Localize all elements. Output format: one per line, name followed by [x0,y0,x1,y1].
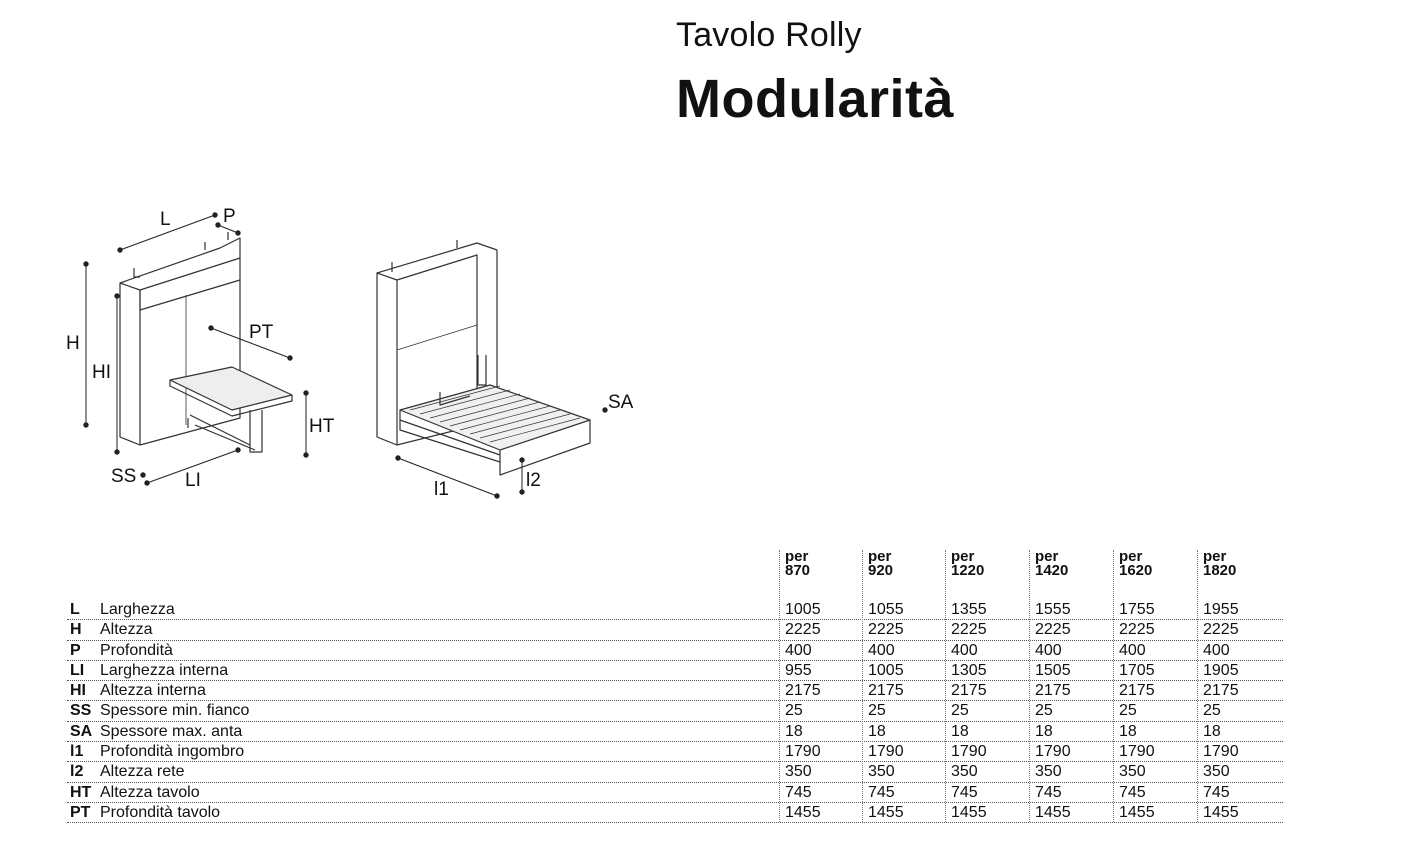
table-cell: 2175 [1035,682,1071,700]
table-row [67,641,1283,661]
dim-label-l2: l2 [526,470,541,491]
table-row [67,762,1283,782]
column-header-line2: 1220 [951,562,985,579]
column-divider [1113,550,1114,822]
row-label: Altezza rete [100,763,185,781]
row-code: l1 [70,743,84,761]
table-cell: 2175 [868,682,904,700]
dim-label-l1: l1 [434,479,449,500]
table-cell: 350 [1035,763,1062,781]
table-row [67,803,1283,823]
table-cell: 350 [1203,763,1230,781]
table-cell: 350 [785,763,812,781]
column-header [868,550,893,578]
column-divider [862,550,863,822]
column-header-line1: per [1203,548,1227,565]
table-cell: 1790 [868,743,904,761]
column-header [1203,550,1236,578]
spec-table [67,550,1283,823]
table-cell: 400 [1119,641,1146,659]
dim-label-SS: SS [111,466,137,487]
column-header-line2: 1420 [1035,562,1069,579]
table-cell: 18 [868,722,886,740]
table-cell: 25 [951,702,969,720]
table-cell: 2225 [785,621,821,639]
table-cell: 2175 [1203,682,1239,700]
dim-label-HT: HT [309,416,335,437]
table-cell: 400 [785,641,812,659]
table-cell: 1305 [951,661,987,679]
cabinet-with-bed-figure [377,240,590,475]
table-cell: 25 [1035,702,1053,720]
spec-table-header [67,550,1283,600]
column-header-line2: 920 [868,562,894,579]
table-cell: 1005 [785,601,821,618]
column-divider [779,550,780,822]
table-cell: 400 [1035,641,1062,659]
table-cell: 1455 [785,803,821,821]
table-cell: 745 [1119,783,1146,801]
table-cell: 400 [1203,641,1230,659]
row-label: Spessore max. anta [100,722,243,740]
table-row [67,620,1283,640]
dim-label-PT: PT [249,322,274,343]
table-cell: 2225 [868,621,904,639]
dim-label-H: H [66,333,80,354]
table-cell: 350 [868,763,895,781]
table-row [67,701,1283,721]
row-code: SA [70,722,93,740]
table-cell: 18 [785,722,803,740]
column-header-line1: per [1035,548,1059,565]
table-cell: 1455 [868,803,904,821]
column-header-line2: 870 [785,562,811,579]
table-cell: 1455 [951,803,987,821]
column-divider [945,550,946,822]
dim-label-P: P [223,206,236,227]
table-cell: 1705 [1119,661,1155,679]
table-cell: 2225 [1119,621,1155,639]
table-cell: 1790 [1035,743,1071,761]
column-header [951,550,984,578]
row-label: Larghezza [100,601,175,618]
table-cell: 745 [1203,783,1230,801]
table-cell: 2225 [1203,621,1239,639]
table-cell: 1790 [951,743,987,761]
table-cell: 1355 [951,601,987,618]
table-cell: 1755 [1119,601,1155,618]
table-cell: 25 [785,702,803,720]
table-cell: 2175 [951,682,987,700]
table-cell: 745 [785,783,812,801]
row-label: Altezza [100,621,153,639]
table-cell: 1905 [1203,661,1239,679]
row-code: L [70,601,80,618]
row-code: l2 [70,763,84,781]
table-cell: 350 [1119,763,1146,781]
table-cell: 1555 [1035,601,1071,618]
table-row [67,681,1283,701]
row-code: LI [70,661,85,679]
table-cell: 1790 [785,743,821,761]
column-header-line1: per [951,548,975,565]
table-cell: 25 [1203,702,1221,720]
row-label: Altezza interna [100,682,206,700]
spec-table-body [67,600,1283,823]
column-divider [1029,550,1030,822]
row-label: Profondità [100,641,173,659]
table-cell: 1955 [1203,601,1239,618]
table-cell: 18 [951,722,969,740]
column-divider [1197,550,1198,822]
row-label: Profondità tavolo [100,803,221,821]
table-cell: 1455 [1035,803,1071,821]
column-header [1035,550,1068,578]
table-cell: 1055 [868,601,904,618]
table-cell: 745 [951,783,978,801]
table-cell: 1005 [868,661,904,679]
column-header-line2: 1620 [1119,562,1153,579]
table-cell: 1790 [1119,743,1155,761]
table-cell: 745 [868,783,895,801]
table-row [67,661,1283,681]
table-cell: 25 [868,702,886,720]
column-header-line2: 1820 [1203,562,1237,579]
row-label: Altezza tavolo [100,783,200,801]
dim-label-LI: LI [185,470,201,491]
table-cell: 25 [1119,702,1137,720]
dim-label-SA: SA [608,392,634,413]
table-cell: 18 [1203,722,1221,740]
row-code: HI [70,682,86,700]
table-cell: 1455 [1119,803,1155,821]
table-cell: 2225 [951,621,987,639]
table-cell: 400 [868,641,895,659]
column-header-line1: per [1119,548,1143,565]
row-code: SS [70,702,92,720]
table-cell: 18 [1119,722,1137,740]
table-cell: 745 [1035,783,1062,801]
table-cell: 2175 [785,682,821,700]
table-row [67,722,1283,742]
dim-label-HI: HI [92,362,111,383]
table-cell: 18 [1035,722,1053,740]
table-cell: 1505 [1035,661,1071,679]
column-header [1119,550,1152,578]
table-cell: 2225 [1035,621,1071,639]
table-row [67,783,1283,803]
table-cell: 955 [785,661,812,679]
table-cell: 2175 [1119,682,1155,700]
row-code: P [70,641,81,659]
row-label: Spessore min. fianco [100,702,250,720]
table-row [67,600,1283,620]
page-title: Modularità [676,69,955,129]
column-header [785,550,810,578]
table-cell: 1790 [1203,743,1239,761]
row-code: HT [70,783,92,801]
dim-label-L: L [160,209,171,230]
row-label: Profondità ingombro [100,743,245,761]
page-subtitle: Tavolo Rolly [676,16,862,54]
table-row [67,742,1283,762]
table-cell: 1455 [1203,803,1239,821]
row-code: PT [70,803,91,821]
row-label: Larghezza interna [100,661,229,679]
table-cell: 400 [951,641,978,659]
table-cell: 350 [951,763,978,781]
column-header-line1: per [785,548,809,565]
column-header-line1: per [868,548,892,565]
row-code: H [70,621,82,639]
